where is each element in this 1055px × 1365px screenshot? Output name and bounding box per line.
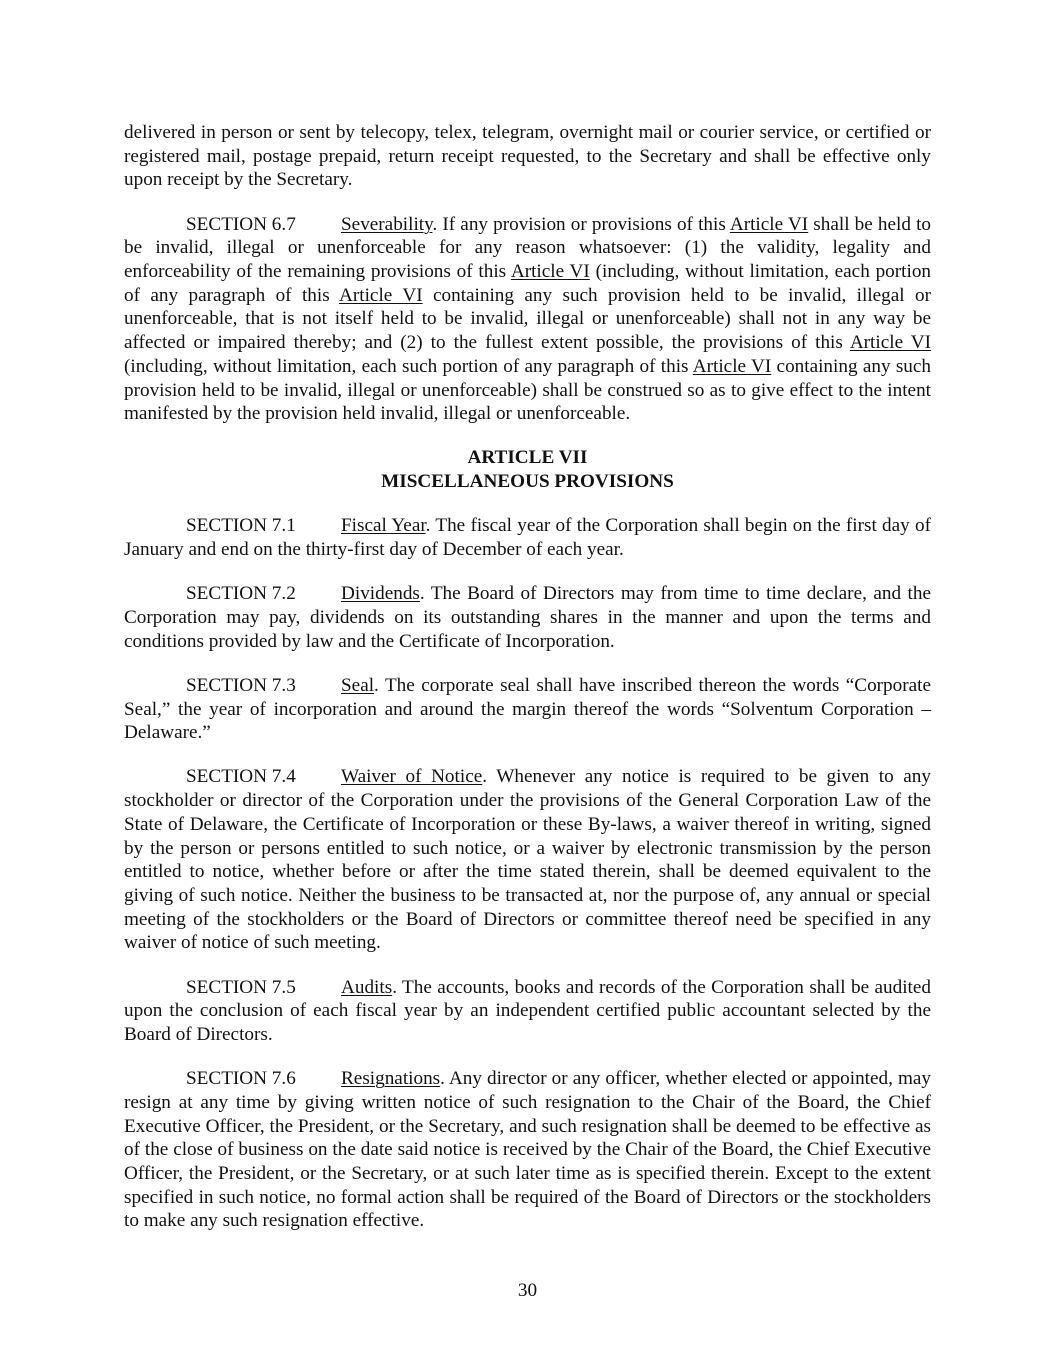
section-text: . Whenever any notice is required to be given to any stockholder or director of the Corporation under the provisions of the General Corporation Law of the State of Delaware, the Certificate of Incorporation or these By-laws, a waiver thereof in writing, signed by the person or persons entitled to such notice, or a waiver by electronic transmission by the person entitled to notice, whether before or after the time stated therein, shall be deemed equivalent to the giving of such notice. Neither the business to be transacted at, nor the purpose of, any annual or special meeting of the stockholders or the Board of Directors or committee thereof need be specified in any waiver of notice of such meeting. — [124, 766, 931, 954]
article-number: ARTICLE VII — [467, 447, 588, 469]
section-text: . The Board of Directors may from time to time declare, and the Corporation may pay, dividends on its outstanding shares in the manner and upon the terms and conditions provided by law and the Certificate of Incorporation. — [124, 583, 931, 652]
section-number: SECTION 7.4 — [186, 766, 296, 788]
document-page — [124, 121, 931, 1254]
section-6-7: SECTION 6.7 Severability. If any provision or provisions of this Article VI shall be held to be invalid, illegal or unenforceable for any reason whatsoever: (1) the validity, legality and enforceability of the remaining provisions of this Article VI (including, without limitation, each portion of any paragraph of this Article VI containing any such provision held to be invalid, illegal or unenforceable, that is not itself held to be invalid, illegal or unenforceable) shall not in any way be affected or impaired thereby; and (2) to the fullest extent possible, the provisions of this Article VI (including, without limitation, each such portion of any paragraph of this Article VI containing any such provision held to be invalid, illegal or unenforceable) shall be construed so as to give effect to the intent manifested by the provision held invalid, illegal or unenforceable. — [124, 213, 932, 425]
page-number: 30 — [517, 1280, 538, 1301]
section-7-1 — [124, 514, 931, 561]
article-reference: Article VI — [729, 213, 809, 235]
section-number: SECTION 7.6 — [186, 1068, 296, 1090]
section-title: Severability — [341, 213, 433, 235]
section-7-6 — [124, 1067, 931, 1233]
section-title: Seal — [341, 674, 375, 696]
section-text: . Any director or any officer, whether elected or appointed, may resign at any time by giving written notice of such resignation to the Chair of the Board, the Chief Executive Officer, the President, or the Secretary, and such resignation shall be deemed to be effective as of the close of business on the date said notice is received by the Chair of the Board, the Chief Executive Officer, the President, or the Secretary, or at such later time as is specified therein. Except to the extent specified in such notice, no formal action shall be required of the Board of Directors or the stockholders to make any such resignation effective. — [124, 1068, 931, 1232]
section-7-2 — [124, 582, 931, 653]
section-title: Fiscal Year — [341, 515, 426, 537]
section-title: Resignations — [341, 1068, 441, 1090]
section-title: Audits — [341, 976, 393, 998]
section-title: Waiver of Notice — [341, 766, 483, 788]
section-title: Dividends — [341, 583, 420, 605]
article-heading — [124, 446, 931, 493]
section-7-4 — [124, 765, 931, 955]
article-title: MISCELLANEOUS PROVISIONS — [381, 471, 674, 493]
article-reference: Article VI — [510, 261, 590, 283]
section-text: . The corporate seal shall have inscribed thereon the words “Corporate Seal,” the year of incorporation and around the margin thereof the words “Solventum Corporation – Delaware.” — [124, 674, 931, 744]
section-number: SECTION 7.3 — [186, 674, 296, 696]
section-number: SECTION 7.5 — [186, 976, 296, 998]
article-reference: Article VI — [692, 355, 772, 377]
section-number: SECTION 7.1 — [186, 515, 296, 537]
section-7-3 — [124, 674, 931, 745]
section-number: SECTION 7.2 — [186, 583, 296, 605]
section-number: SECTION 6.7 — [186, 213, 296, 235]
continuation-paragraph: delivered in person or sent by telecopy, telex, telegram, overnight mail or courier service, or certified or registered mail, postage prepaid, return receipt requested, to the Secretary and shall be effective only upon receipt by the Secretary. — [124, 122, 931, 191]
article-reference: Article VI — [849, 332, 932, 354]
section-text: . The fiscal year of the Corporation shall begin on the first day of January and end on the thirty-first day of December of each year. — [124, 515, 931, 561]
section-7-5 — [124, 976, 931, 1047]
section-text: . The accounts, books and records of the Corporation shall be audited upon the conclusion of each fiscal year by an independent certified public accountant selected by the Board of Directors. — [124, 976, 931, 1045]
article-reference: Article VI — [339, 284, 423, 306]
